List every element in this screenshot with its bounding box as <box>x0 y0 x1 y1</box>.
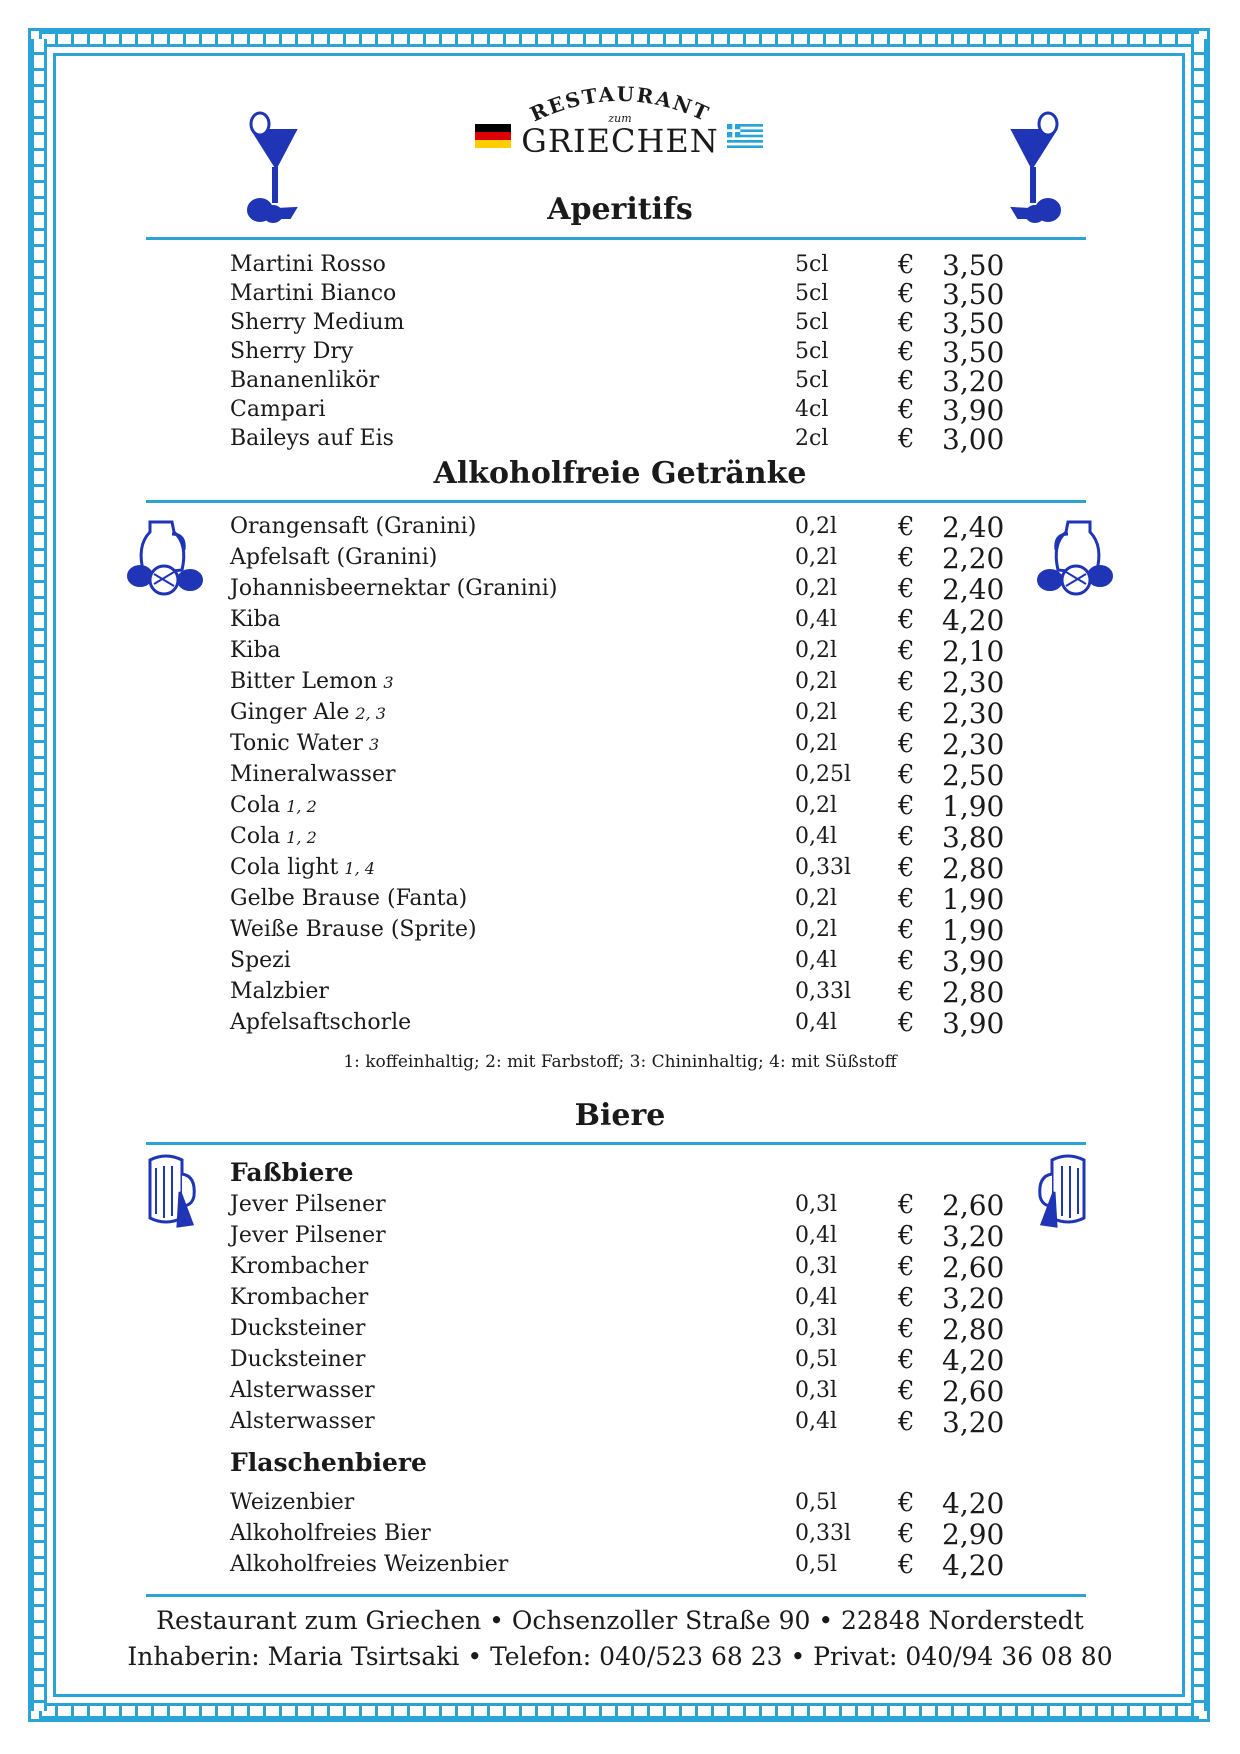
menu-item-row <box>230 728 1030 761</box>
item-name <box>230 886 467 911</box>
item-quantity: 0,2l <box>795 917 838 942</box>
greek-flag-icon <box>727 124 763 148</box>
item-currency: € <box>898 1314 915 1344</box>
item-name <box>230 339 353 364</box>
border-bottom <box>39 1703 1199 1719</box>
item-currency: € <box>898 760 915 790</box>
item-price: 2,30 <box>942 697 1005 730</box>
item-price: 3,20 <box>942 1282 1005 1315</box>
menu-item-row <box>230 914 1030 947</box>
jug-and-fruit-icon <box>122 514 210 596</box>
item-name-text: Martini Bianco <box>230 281 397 306</box>
section-title-beer: Biere <box>574 1098 666 1133</box>
item-name-text: Malzbier <box>230 979 329 1004</box>
item-price: 2,60 <box>942 1189 1005 1222</box>
menu-item-row <box>230 542 1030 575</box>
item-name-text: Jever Pilsener <box>230 1192 386 1217</box>
item-name <box>230 824 317 849</box>
item-currency: € <box>898 512 915 542</box>
menu-item-row <box>230 790 1030 823</box>
menu-item-row <box>230 1007 1030 1040</box>
logo-word-zum: zum <box>608 112 632 125</box>
item-name <box>230 762 395 787</box>
item-quantity: 0,25l <box>795 762 852 787</box>
item-name-text: Bananenlikör <box>230 368 380 393</box>
menu-item-row <box>230 1313 1030 1346</box>
item-name-text: Ginger Ale <box>230 700 350 725</box>
item-quantity: 0,2l <box>795 793 838 818</box>
border-right <box>1191 39 1207 1711</box>
item-price: 3,20 <box>942 1406 1005 1439</box>
item-currency: € <box>898 1519 915 1549</box>
item-currency: € <box>898 729 915 759</box>
item-name-text: Martini Rosso <box>230 252 386 277</box>
item-additive-note: 3 <box>368 735 380 754</box>
menu-item-row <box>230 635 1030 668</box>
item-quantity: 0,4l <box>795 1285 838 1310</box>
item-name <box>230 1521 431 1546</box>
menu-item-row <box>230 759 1030 792</box>
item-currency: € <box>898 1376 915 1406</box>
item-currency: € <box>898 543 915 573</box>
item-quantity: 0,4l <box>795 1010 838 1035</box>
item-currency: € <box>898 279 915 309</box>
item-price: 2,80 <box>942 1313 1005 1346</box>
menu-item-row <box>230 511 1030 544</box>
item-currency: € <box>898 605 915 635</box>
section-rule <box>146 237 1086 240</box>
item-name <box>230 793 317 818</box>
menu-item-row <box>230 573 1030 606</box>
item-name <box>230 397 326 422</box>
item-name <box>230 368 379 393</box>
restaurant-logo <box>470 82 770 162</box>
item-price: 2,30 <box>942 728 1005 761</box>
item-currency: € <box>898 1221 915 1251</box>
menu-item-row <box>230 1518 1030 1551</box>
item-quantity: 0,5l <box>795 1552 838 1577</box>
section-title-softdrinks: Alkoholfreie Getränke <box>433 456 807 491</box>
item-name-text: Bitter Lemon <box>230 669 378 694</box>
item-name <box>230 1378 375 1403</box>
item-quantity: 0,3l <box>795 1316 838 1341</box>
item-name <box>230 607 281 632</box>
item-price: 2,60 <box>942 1251 1005 1284</box>
item-price: 3,50 <box>942 278 1005 311</box>
item-name-text: Cola light <box>230 855 339 880</box>
menu-item-row <box>230 1487 1030 1520</box>
item-price: 4,20 <box>942 604 1005 637</box>
item-price: 3,50 <box>942 307 1005 340</box>
item-quantity: 0,2l <box>795 545 838 570</box>
item-quantity: 5cl <box>795 339 829 364</box>
item-price: 1,90 <box>942 790 1005 823</box>
item-price: 3,90 <box>942 945 1005 978</box>
item-name <box>230 1409 375 1434</box>
item-name-text: Orangensaft (Granini) <box>230 514 477 539</box>
item-quantity: 0,3l <box>795 1192 838 1217</box>
german-flag-icon <box>475 124 511 148</box>
footer-contact: Inhaberin: Maria Tsirtsaki • Telefon: 040/523 68 23 • Privat: 040/94 36 08 80 <box>127 1642 1113 1671</box>
menu-item-row <box>230 1189 1030 1222</box>
item-currency: € <box>898 337 915 367</box>
item-quantity: 0,4l <box>795 948 838 973</box>
item-quantity: 0,4l <box>795 607 838 632</box>
menu-item-row <box>230 883 1030 916</box>
item-price: 4,20 <box>942 1487 1005 1520</box>
item-name <box>230 979 329 1004</box>
menu-item-row <box>230 1344 1030 1377</box>
menu-item-row <box>230 976 1030 1009</box>
item-name-text: Krombacher <box>230 1285 369 1310</box>
item-name <box>230 638 281 663</box>
item-quantity: 5cl <box>795 252 829 277</box>
item-price: 3,90 <box>942 1007 1005 1040</box>
item-name <box>230 545 437 570</box>
item-name <box>230 310 404 335</box>
item-name-text: Johannisbeernektar (Granini) <box>230 576 558 601</box>
item-quantity: 5cl <box>795 310 829 335</box>
item-name <box>230 252 386 277</box>
section-rule <box>146 1142 1086 1145</box>
item-name <box>230 514 476 539</box>
menu-item-row <box>230 249 1030 282</box>
item-price: 3,20 <box>942 1220 1005 1253</box>
item-price: 3,50 <box>942 336 1005 369</box>
menu-item-row <box>230 1251 1030 1284</box>
footer-rule <box>146 1594 1086 1597</box>
item-name <box>230 1490 354 1515</box>
item-name <box>230 1285 368 1310</box>
item-name-text: Kiba <box>230 638 281 663</box>
item-additive-note: 3 <box>383 673 394 692</box>
item-name <box>230 1347 365 1372</box>
item-currency: € <box>898 791 915 821</box>
footer-address: Restaurant zum Griechen • Ochsenzoller Straße 90 • 22848 Norderstedt <box>156 1606 1084 1635</box>
item-name <box>230 426 394 451</box>
subsection-title-draft-beer: Faßbiere <box>230 1158 354 1187</box>
item-name-text: Cola <box>230 824 281 849</box>
item-quantity: 0,2l <box>795 638 838 663</box>
item-currency: € <box>898 946 915 976</box>
menu-item-row <box>230 1375 1030 1408</box>
item-currency: € <box>898 1550 915 1580</box>
menu-item-row <box>230 423 1030 456</box>
item-currency: € <box>898 308 915 338</box>
item-price: 2,60 <box>942 1375 1005 1408</box>
item-currency: € <box>898 1252 915 1282</box>
menu-item-row <box>230 945 1030 978</box>
item-name-text: Spezi <box>230 948 291 973</box>
item-quantity: 0,3l <box>795 1254 838 1279</box>
section-title-aperitifs: Aperitifs <box>547 192 693 227</box>
item-price: 2,20 <box>942 542 1005 575</box>
item-name-text: Apfelsaft (Granini) <box>230 545 438 570</box>
item-name <box>230 1010 411 1035</box>
border-top <box>39 31 1199 47</box>
item-currency: € <box>898 1008 915 1038</box>
item-quantity: 5cl <box>795 281 829 306</box>
item-quantity: 0,2l <box>795 886 838 911</box>
item-currency: € <box>898 1345 915 1375</box>
menu-item-row <box>230 821 1030 854</box>
item-currency: € <box>898 915 915 945</box>
item-name-text: Baileys auf Eis <box>230 426 394 451</box>
item-price: 3,80 <box>942 821 1005 854</box>
item-currency: € <box>898 1488 915 1518</box>
menu-item-row <box>230 278 1030 311</box>
item-name-text: Weizenbier <box>230 1490 355 1515</box>
item-name-text: Gelbe Brause (Fanta) <box>230 886 468 911</box>
item-price: 3,90 <box>942 394 1005 427</box>
item-quantity: 0,5l <box>795 1490 838 1515</box>
item-currency: € <box>898 1190 915 1220</box>
item-price: 2,80 <box>942 852 1005 885</box>
item-currency: € <box>898 698 915 728</box>
item-name-text: Ducksteiner <box>230 1347 366 1372</box>
item-name <box>230 855 375 880</box>
item-quantity: 0,3l <box>795 1378 838 1403</box>
item-name-text: Krombacher <box>230 1254 369 1279</box>
menu-item-row <box>230 1220 1030 1253</box>
item-name-text: Apfelsaftschorle <box>230 1010 412 1035</box>
item-name-text: Alkoholfreies Bier <box>230 1521 431 1546</box>
item-name <box>230 1223 386 1248</box>
item-currency: € <box>898 1407 915 1437</box>
item-name <box>230 576 557 601</box>
item-additive-note: 1, 2 <box>286 797 317 816</box>
item-quantity: 0,2l <box>795 669 838 694</box>
menu-item-row <box>230 336 1030 369</box>
item-quantity: 0,4l <box>795 1223 838 1248</box>
item-currency: € <box>898 853 915 883</box>
additives-footnote: 1: koffeinhaltig; 2: mit Farbstoff; 3: Chininhaltig; 4: mit Süßstoff <box>343 1052 897 1072</box>
logo-word-griechen: GRIECHEN <box>521 122 719 160</box>
item-currency: € <box>898 1283 915 1313</box>
item-currency: € <box>898 250 915 280</box>
item-currency: € <box>898 366 915 396</box>
item-currency: € <box>898 636 915 666</box>
item-quantity: 4cl <box>795 397 829 422</box>
menu-item-row <box>230 697 1030 730</box>
item-currency: € <box>898 424 915 454</box>
item-price: 2,80 <box>942 976 1005 1009</box>
item-price: 1,90 <box>942 914 1005 947</box>
item-name <box>230 281 396 306</box>
item-quantity: 0,4l <box>795 824 838 849</box>
menu-item-row <box>230 394 1030 427</box>
item-quantity: 0,2l <box>795 731 838 756</box>
item-price: 2,90 <box>942 1518 1005 1551</box>
item-name <box>230 700 386 725</box>
menu-item-row <box>230 852 1030 885</box>
item-quantity: 0,4l <box>795 1409 838 1434</box>
item-currency: € <box>898 667 915 697</box>
item-name-text: Sherry Dry <box>230 339 354 364</box>
item-quantity: 0,2l <box>795 576 838 601</box>
item-currency: € <box>898 574 915 604</box>
item-name <box>230 1254 368 1279</box>
item-quantity: 2cl <box>795 426 829 451</box>
menu-item-row <box>230 307 1030 340</box>
item-name <box>230 1316 365 1341</box>
item-price: 2,50 <box>942 759 1005 792</box>
item-name <box>230 1192 386 1217</box>
item-price: 4,20 <box>942 1549 1005 1582</box>
item-price: 3,00 <box>942 423 1005 456</box>
item-additive-note: 1, 2 <box>286 828 317 847</box>
item-currency: € <box>898 395 915 425</box>
item-currency: € <box>898 977 915 1007</box>
item-name-text: Mineralwasser <box>230 762 396 787</box>
item-name-text: Weiße Brause (Sprite) <box>230 917 477 942</box>
item-name-text: Kiba <box>230 607 281 632</box>
item-currency: € <box>898 884 915 914</box>
subsection-title-bottled-beer: Flaschenbiere <box>230 1448 427 1477</box>
item-name-text: Ducksteiner <box>230 1316 366 1341</box>
item-additive-note: 2, 3 <box>355 704 386 723</box>
item-name-text: Sherry Medium <box>230 310 405 335</box>
menu-item-row <box>230 1406 1030 1439</box>
item-name <box>230 1552 508 1577</box>
item-price: 3,50 <box>942 249 1005 282</box>
beer-mug-icon <box>142 1152 204 1232</box>
item-name-text: Alkoholfreies Weizenbier <box>230 1552 509 1577</box>
item-name <box>230 731 379 756</box>
menu-item-row <box>230 365 1030 398</box>
item-quantity: 5cl <box>795 368 829 393</box>
item-price: 2,10 <box>942 635 1005 668</box>
jug-and-fruit-icon <box>1030 514 1118 596</box>
menu-item-row <box>230 1282 1030 1315</box>
menu-item-row <box>230 666 1030 699</box>
menu-item-row <box>230 1549 1030 1582</box>
item-quantity: 0,5l <box>795 1347 838 1372</box>
menu-item-row <box>230 604 1030 637</box>
item-price: 2,40 <box>942 573 1005 606</box>
item-name-text: Campari <box>230 397 326 422</box>
item-name <box>230 948 291 973</box>
item-additive-note: 1, 4 <box>344 859 375 878</box>
item-quantity: 0,2l <box>795 700 838 725</box>
item-name-text: Alsterwasser <box>230 1378 375 1403</box>
item-quantity: 0,2l <box>795 514 838 539</box>
item-name-text: Cola <box>230 793 281 818</box>
item-price: 1,90 <box>942 883 1005 916</box>
beer-mug-icon <box>1030 1152 1092 1232</box>
item-quantity: 0,33l <box>795 1521 852 1546</box>
border-left <box>31 39 47 1711</box>
item-name-text: Tonic Water <box>230 731 363 756</box>
item-quantity: 0,33l <box>795 979 852 1004</box>
item-price: 2,40 <box>942 511 1005 544</box>
item-name <box>230 669 394 694</box>
item-name-text: Alsterwasser <box>230 1409 375 1434</box>
section-rule <box>146 500 1086 503</box>
item-quantity: 0,33l <box>795 855 852 880</box>
item-name <box>230 917 477 942</box>
item-price: 4,20 <box>942 1344 1005 1377</box>
logo-word-restaurant: RESTAURANT <box>526 82 714 127</box>
item-name-text: Jever Pilsener <box>230 1223 386 1248</box>
item-price: 2,30 <box>942 666 1005 699</box>
item-currency: € <box>898 822 915 852</box>
item-price: 3,20 <box>942 365 1005 398</box>
